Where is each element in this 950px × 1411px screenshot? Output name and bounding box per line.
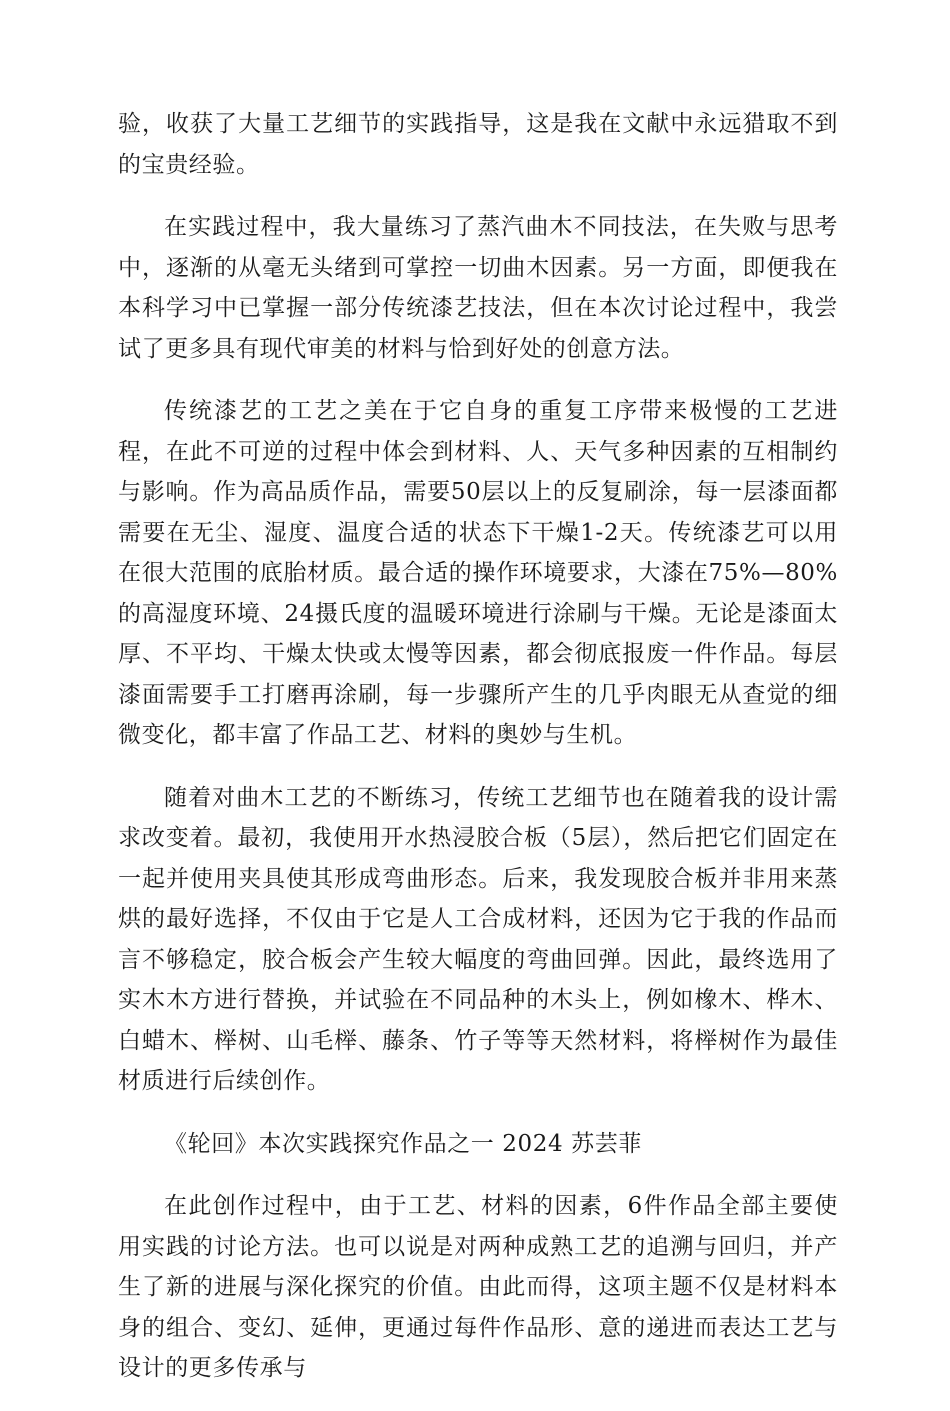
paragraph-practice-process: 在实践过程中，我大量练习了蒸汽曲木不同技法，在失败与思考中，逐渐的从毫无头绪到可掌控一切曲木因素。另一方面，即便我在本科学习中已掌握一部分传统漆艺技法，但在本次讨论过程中，我尝试了更多具有现代审美的材料与恰到好处的创意方法。 <box>118 214 838 362</box>
paragraph-traditional-lacquer: 传统漆艺的工艺之美在于它自身的重复工序带来极慢的工艺进程，在此不可逆的过程中体会到材料、人、天气多种因素的互相制约与影响。作为高品质作品，需要50层以上的反复刷涂，每一层漆面都需要在无尘、湿度、温度合适的状态下干燥1-2天。传统漆艺可以用在很大范围的底胎材质。最合适的操作环境要求，大漆在75%—80%的高湿度环境、24摄氏度的温暖环境进行涂刷与干燥。无论是漆面太厚、不平均、干燥太快或太慢等因素，都会彻底报废一件作品。每层漆面需要手工打磨再涂刷，每一步骤所产生的几乎肉眼无从查觉的细微变化，都丰富了作品工艺、材料的奥妙与生机。 <box>118 398 838 748</box>
figure-caption: 《轮回》本次实践探究作品之一 2024 苏芸菲 <box>164 1130 642 1157</box>
paragraph-continuation: 验，收获了大量工艺细节的实践指导，这是我在文献中永远猎取不到的宝贵经验。 <box>118 111 838 178</box>
paragraph-bentwood-craft: 随着对曲木工艺的不断练习，传统工艺细节也在随着我的设计需求改变着。最初，我使用开水热浸胶合板（5层），然后把它们固定在一起并使用夹具使其形成弯曲形态。后来，我发现胶合板并非用来蒸烘的最好选择，不仅由于它是人工合成材料，还因为它于我的作品而言不够稳定，胶合板会产生较大幅度的弯曲回弹。因此，最终选用了实木木方进行替换，并试验在不同品种的木头上，例如橡木、桦木、白蜡木、榉树、山毛榉、藤条、竹子等等天然材料，将榉树作为最佳材质进行后续创作。 <box>118 784 838 1094</box>
paragraph-creation-process: 在此创作过程中，由于工艺、材料的因素，6件作品全部主要使用实践的讨论方法。也可以说是对两种成熟工艺的追溯与回归，并产生了新的进展与深化探究的价值。由此而得，这项主题不仅是材料本身的组合、变幻、延伸，更通过每件作品形、意的递进而表达工艺与设计的更多传承与 <box>118 1193 838 1381</box>
document-body <box>118 104 838 1411</box>
